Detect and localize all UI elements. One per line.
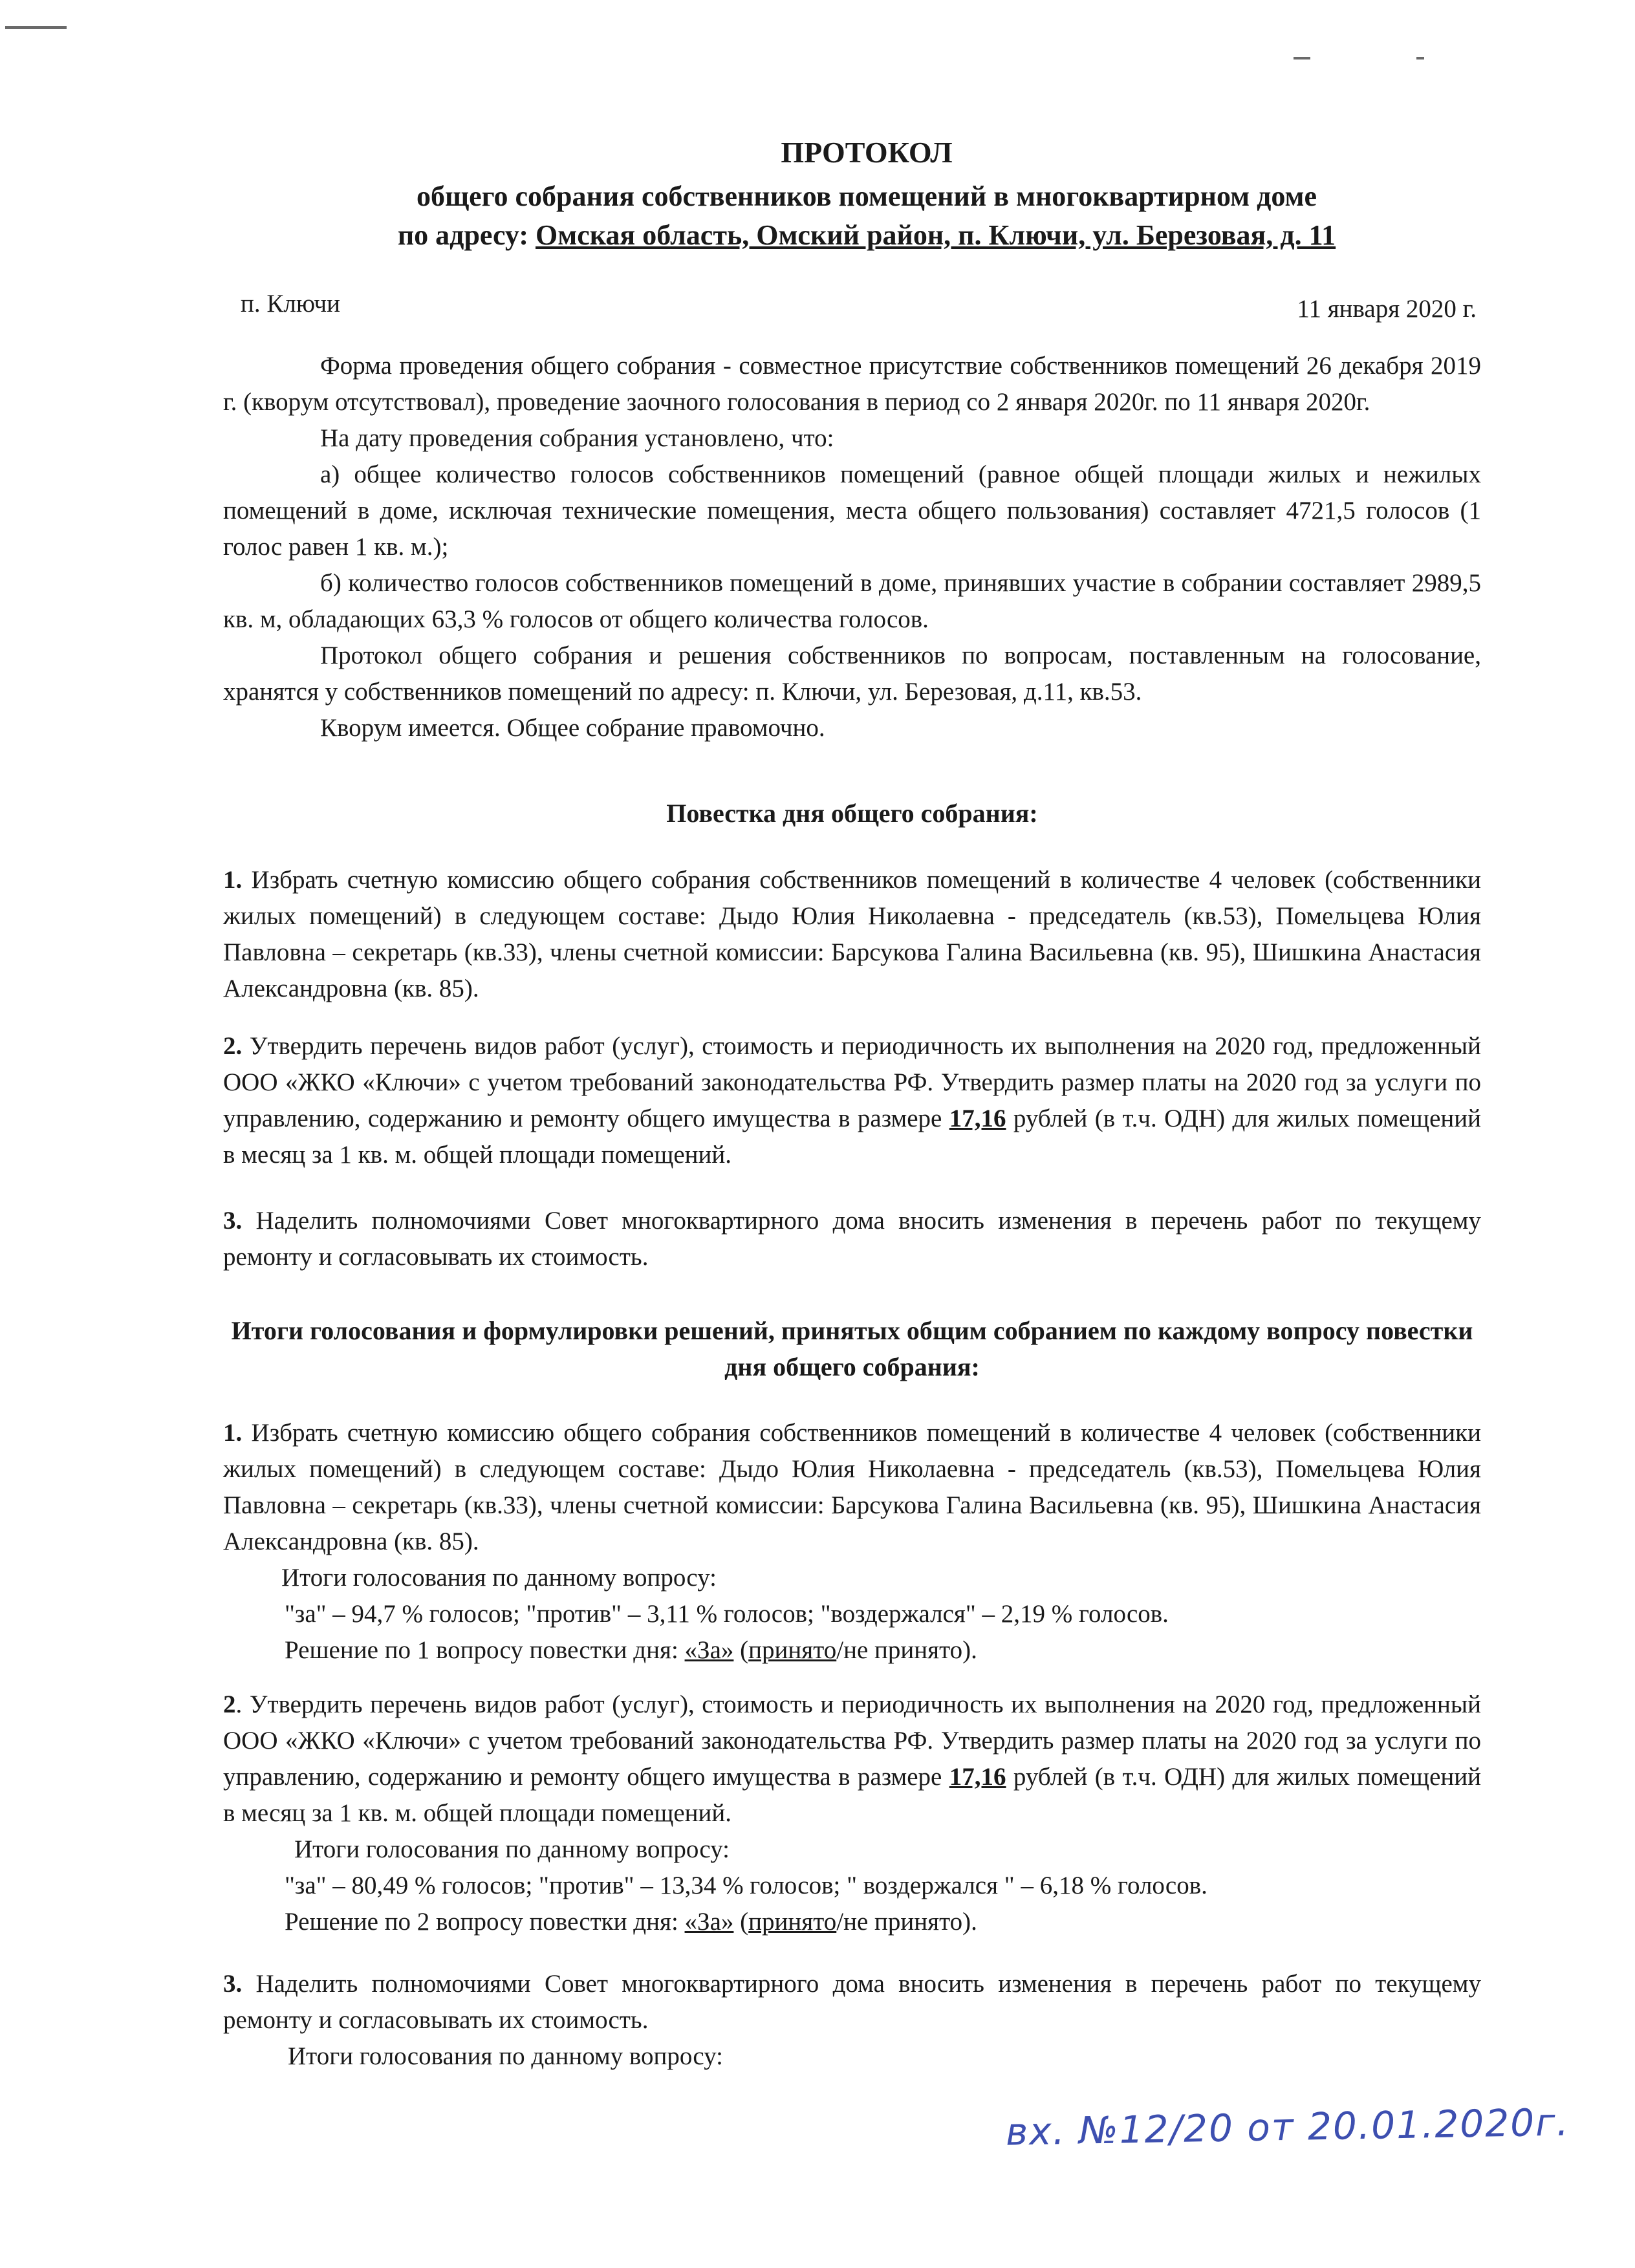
votes-label: Итоги голосования по данному вопросу: [294, 1835, 730, 1863]
result-body: . Утвердить перечень видов работ (услуг), стоимость и периодичность их выполнения на 2020 год, предложенный ООО «ЖКО «Ключи» с учетом требований законодательства РФ. Утвердить размер платы на 2020 год за услуги по управлению, содержанию и ремонту общего имущества в размере [223, 1690, 1481, 1791]
scan-dot-mark [1416, 57, 1424, 59]
agenda-item-body: Наделить полномочиями Совет многоквартирного дома вносить изменения в перечень работ по текущему ремонту и согласовывать их стоимость. [223, 1207, 1481, 1271]
meeting-place: п. Ключи [241, 290, 340, 318]
result-text [223, 1687, 1481, 1831]
decision-line [223, 1904, 1481, 1940]
result-text [223, 1966, 1481, 2038]
results-heading: Итоги голосования и формулировки решений, принятых общим собранием по каждому вопросу повестки дня общего собрания: [231, 1316, 1473, 1381]
address-line [155, 216, 1578, 255]
fee-amount: 17,16 [949, 1105, 1006, 1132]
agenda-item-body: рублей (в т.ч. ОДН) для жилых помещений в месяц за 1 кв. м. общей площади помещений. [223, 1105, 1481, 1169]
intro-paragraph: б) количество голосов собственников помещений в доме, принявших участие в собрании составляет 2989,5 кв. м, обладающих 63,3 % голосов от общего количества голосов. [223, 569, 1481, 633]
intro-paragraph: Форма проведения общего собрания - совместное присутствие собственников помещений 26 декабря 2019 г. (кворум отсутствовал), проведение заочного голосования в период со 2 января 2020г. по 11 января 2020г. [223, 352, 1481, 416]
intro-paragraph: Протокол общего собрания и решения собственников по вопросам, поставленным на голосование, хранятся у собственников помещений по адресу: п. Ключи, ул. Березовая, д.11, кв.53. [223, 642, 1481, 706]
agenda-item-body: Утвердить перечень видов работ (услуг), стоимость и периодичность их выполнения на 2020 год, предложенный ООО «ЖКО «Ключи» с учетом требований законодательства РФ. Утвердить размер платы на 2020 год за услуги по управлению, содержанию и ремонту общего имущества в размере [223, 1032, 1481, 1132]
decision-accepted: принято [748, 1908, 837, 1936]
fee-amount: 17,16 [949, 1763, 1006, 1791]
result-number: 3. [223, 1970, 243, 1998]
agenda-item [223, 862, 1481, 1007]
subtitle-line: общего собрания собственников помещений в многоквартирном доме [416, 180, 1317, 212]
result-item-1 [223, 1415, 1481, 1669]
decision-prefix: Решение по 1 вопросу повестки дня: [285, 1636, 685, 1664]
decision-value: «За» [684, 1636, 734, 1664]
address-prefix: по адресу: [397, 219, 536, 251]
decision-value: «За» [684, 1908, 734, 1936]
result-body: Избрать счетную комиссию общего собрания собственников помещений в количестве 4 человек (собственники жилых помещений) в следующем составе: Дыдо Юлия Николаевна - председатель (кв.53), Помельцева Юлия Павловна – секретарь (кв.33), члены счетной комиссии: Барсукова Галина Васильевна (кв. 95), Шишкина Анастасия Александровна (кв. 85). [223, 1419, 1481, 1555]
agenda-item-text [223, 862, 1481, 1007]
decision-accepted: принято [748, 1636, 837, 1664]
agenda-item-text [223, 1028, 1481, 1173]
agenda-heading: Повестка дня общего собрания: [666, 799, 1038, 828]
result-text [223, 1415, 1481, 1560]
agenda-item-number: 2. [223, 1032, 243, 1060]
decision-mid: ( [733, 1636, 749, 1664]
incoming-registration-stamp: вх. №12/20 от 20.01.2020г. [1005, 2100, 1570, 2154]
document-subtitle [155, 177, 1578, 255]
result-body: рублей (в т.ч. ОДН) для жилых помещений в месяц за 1 кв. м. общей площади помещений. [223, 1763, 1481, 1827]
decision-prefix: Решение по 2 вопросу повестки дня: [285, 1908, 685, 1936]
document-title: ПРОТОКОЛ [781, 136, 953, 169]
meeting-date: 11 января 2020 г. [1297, 295, 1477, 323]
scan-dot-mark [1294, 57, 1310, 59]
result-body: Наделить полномочиями Совет многоквартирного дома вносить изменения в перечень работ по текущему ремонту и согласовывать их стоимость. [223, 1970, 1481, 2034]
decision-line [223, 1632, 1481, 1669]
address-value: Омская область, Омский район, п. Ключи, ул. Березовая, д. 11 [536, 219, 1336, 251]
votes-label: Итоги голосования по данному вопросу: [281, 1564, 717, 1592]
agenda-item-text [223, 1203, 1481, 1275]
agenda-item-number: 3. [223, 1207, 243, 1235]
result-item-2 [223, 1687, 1481, 1940]
result-number: 2 [223, 1690, 236, 1718]
votes-values: "за" – 94,7 % голосов; "против" – 3,11 % голосов; "воздержался" – 2,19 % голосов. [285, 1600, 1169, 1628]
result-number: 1. [223, 1419, 243, 1447]
agenda-item-number: 1. [223, 866, 243, 894]
agenda-item [223, 1203, 1481, 1275]
intro-paragraph: На дату проведения собрания установлено, что: [320, 424, 834, 452]
votes-label: Итоги голосования по данному вопросу: [288, 2042, 724, 2070]
scan-edge-mark [5, 26, 67, 29]
intro-paragraph: Кворум имеется. Общее собрание правомочно. [320, 714, 825, 742]
decision-suffix: /не принято). [836, 1636, 977, 1664]
decision-mid: ( [733, 1908, 749, 1936]
decision-suffix: /не принято). [836, 1908, 977, 1936]
agenda-item-body: Избрать счетную комиссию общего собрания собственников помещений в количестве 4 человек (собственники жилых помещений) в следующем составе: Дыдо Юлия Николаевна - председатель (кв.53), Помельцева Юлия Павловна – секретарь (кв.33), члены счетной комиссии: Барсукова Галина Васильевна (кв. 95), Шишкина Анастасия Александровна (кв. 85). [223, 866, 1481, 1002]
intro-section [223, 348, 1481, 746]
result-item-3 [223, 1966, 1481, 2075]
agenda-item [223, 1028, 1481, 1173]
intro-paragraph: а) общее количество голосов собственников помещений (равное общей площади жилых и нежилых помещений в доме, исключая технические помещения, места общего пользования) составляет 4721,5 голосов (1 голос равен 1 кв. м.); [223, 460, 1481, 561]
votes-values: "за" – 80,49 % голосов; "против" – 13,34 % голосов; " воздержался " – 6,18 % голосов. [285, 1872, 1207, 1899]
